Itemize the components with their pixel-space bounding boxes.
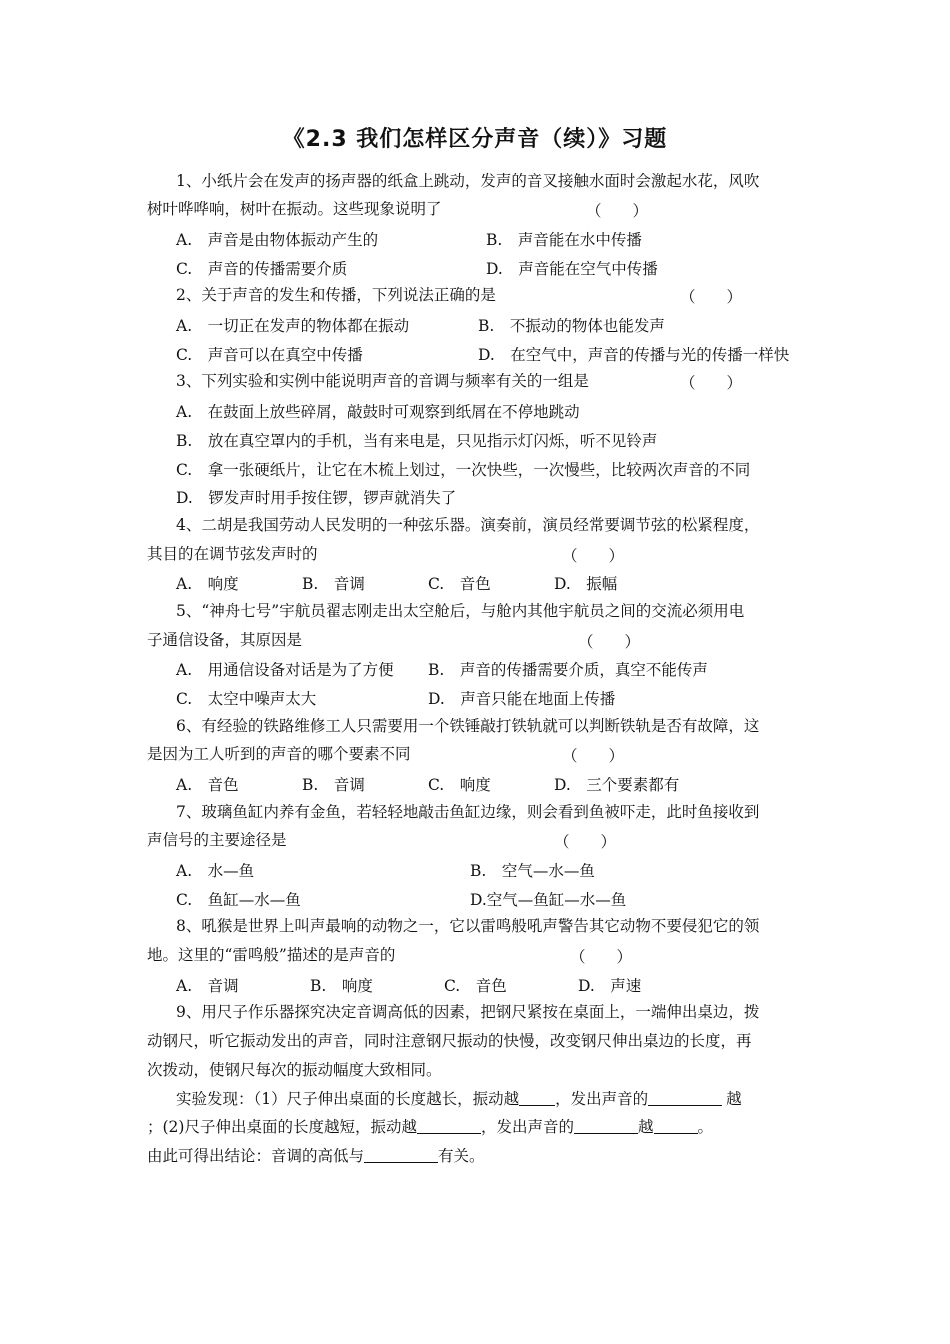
q7-option-d: D.空气—鱼缸—水—鱼 <box>470 891 627 909</box>
q5-answer-blank: （ ） <box>578 633 641 651</box>
q3-line-1: 3、下列实验和实例中能说明声音的音调与频率有关的一组是 <box>176 372 589 390</box>
q6-line-1: 6、有经验的铁路维修工人只需要用一个铁锤敲打铁轨就可以判断铁轨是否有故障，这 <box>176 717 760 735</box>
q4-answer-blank: （ ） <box>562 547 625 565</box>
q3-option-a: A. 在鼓面上放些碎屑，敲鼓时可观察到纸屑在不停地跳动 <box>176 403 580 421</box>
q8-option-c: C. 音色 <box>444 977 507 995</box>
q9-fill-1-text-c: 越 <box>726 1090 742 1108</box>
q6-line-2: 是因为工人听到的声音的哪个要素不同 <box>147 745 411 763</box>
q5-option-a: A. 用通信设备对话是为了方便 <box>176 661 394 679</box>
q1-line-1: 1、小纸片会在发声的扬声器的纸盒上跳动，发声的音叉接触水面时会激起水花，风吹 <box>176 172 760 190</box>
q9-blank-degree[interactable] <box>654 1117 698 1134</box>
q5-line-2: 子通信设备，其原因是 <box>147 631 303 649</box>
q7-line-2: 声信号的主要途径是 <box>147 831 287 849</box>
q9-line-2: 动钢尺，听它振动发出的声音，同时注意钢尺振动的快慢，改变钢尺伸出桌边的长度，再 <box>147 1032 752 1050</box>
q9-fill-1-text-a: 实验发现：（1）尺子伸出桌面的长度越长，振动越 <box>176 1090 520 1108</box>
q5-option-c: C. 太空中噪声太大 <box>176 690 317 708</box>
document-title: 《2.3 我们怎样区分声音（续）》习题 <box>282 127 668 152</box>
q2-option-a: A. 一切正在发声的物体都在振动 <box>176 317 410 335</box>
q7-line-1: 7、玻璃鱼缸内养有金鱼，若轻轻地敲击鱼缸边缘，则会看到鱼被吓走，此时鱼接收到 <box>176 803 760 821</box>
q6-option-b: B. 音调 <box>302 776 365 794</box>
q1-line-2: 树叶哗哗响，树叶在振动。这些现象说明了 <box>147 200 442 218</box>
q9-conclusion-text-a: 由此可得出结论：音调的高低与 <box>147 1147 365 1165</box>
q6-answer-blank: （ ） <box>562 747 625 765</box>
q8-option-b: B. 响度 <box>310 977 373 995</box>
q8-option-a: A. 音调 <box>176 977 239 995</box>
q9-blank-sound-property[interactable] <box>648 1089 722 1106</box>
q9-conclusion-line <box>147 1146 485 1168</box>
q7-option-b: B. 空气—水—鱼 <box>470 862 595 880</box>
q6-option-a: A. 音色 <box>176 776 239 794</box>
q3-answer-blank: （ ） <box>680 374 743 392</box>
q8-option-d: D. 声速 <box>578 977 642 995</box>
q9-fill-2-text-b: ，发出声音的 <box>480 1118 574 1136</box>
q6-option-d: D. 三个要素都有 <box>554 776 680 794</box>
q9-blank-sound-property-2[interactable] <box>574 1117 638 1134</box>
q1-option-a: A. 声音是由物体振动产生的 <box>176 231 379 249</box>
q3-option-d: D. 锣发声时用手按住锣，锣声就消失了 <box>176 489 457 507</box>
q9-line-3: 次拨动，使钢尺每次的振动幅度大致相同。 <box>147 1061 442 1079</box>
q6-option-c: C. 响度 <box>428 776 491 794</box>
q2-option-b: B. 不振动的物体也能发声 <box>478 317 665 335</box>
q5-option-d: D. 声音只能在地面上传播 <box>428 690 616 708</box>
q9-fill-2-text-c: 越 <box>637 1118 654 1136</box>
q1-option-b: B. 声音能在水中传播 <box>486 231 642 249</box>
q3-option-b: B. 放在真空罩内的手机，当有来电是，只见指示灯闪烁，听不见铃声 <box>176 432 658 450</box>
q2-line-1: 2、关于声音的发生和传播，下列说法正确的是 <box>176 286 496 304</box>
q7-option-c: C. 鱼缸—水—鱼 <box>176 891 301 909</box>
q8-line-2: 地。这里的“雷鸣般”描述的是声音的 <box>147 946 396 964</box>
q4-option-c: C. 音色 <box>428 575 491 593</box>
q8-answer-blank: （ ） <box>570 948 633 966</box>
q4-option-a: A. 响度 <box>176 575 239 593</box>
q9-fill-1-text-b: ，发出声音的 <box>555 1090 649 1108</box>
q3-option-c: C. 拿一张硬纸片，让它在木梳上划过，一次快些，一次慢些，比较两次声音的不同 <box>176 461 751 479</box>
q9-blank-vibration-speed[interactable] <box>519 1089 555 1106</box>
q9-blank-conclusion[interactable] <box>364 1146 438 1163</box>
q4-line-2: 其目的在调节弦发声时的 <box>147 545 318 563</box>
q2-option-d: D. 在空气中，声音的传播与光的传播一样快 <box>478 346 790 364</box>
q7-option-a: A. 水—鱼 <box>176 862 255 880</box>
q9-fill-line-2 <box>147 1117 713 1139</box>
q1-answer-blank: （ ） <box>586 202 649 220</box>
q9-conclusion-text-b: 有关。 <box>438 1147 485 1165</box>
q4-option-d: D. 振幅 <box>554 575 618 593</box>
q2-answer-blank: （ ） <box>680 288 743 306</box>
q4-option-b: B. 音调 <box>302 575 365 593</box>
q5-line-1: 5、“神舟七号”宇航员翟志刚走出太空舱后，与舱内其他宇航员之间的交流必须用电 <box>176 602 745 620</box>
q9-fill-2-text-d: 。 <box>697 1118 714 1136</box>
q9-blank-vibration-speed-2[interactable] <box>417 1117 481 1134</box>
q9-line-1: 9、用尺子作乐器探究决定音调高低的因素，把钢尺紧按在桌面上，一端伸出桌边，拨 <box>176 1003 760 1021</box>
q8-line-1: 8、吼猴是世界上叫声最响的动物之一，它以雷鸣般吼声警告其它动物不要侵犯它的领 <box>176 917 760 935</box>
q5-option-b: B. 声音的传播需要介质，真空不能传声 <box>428 661 708 679</box>
q9-fill-line-1 <box>176 1089 742 1111</box>
q1-option-c: C. 声音的传播需要介质 <box>176 260 348 278</box>
q1-option-d: D. 声音能在空气中传播 <box>486 260 658 278</box>
q2-option-c: C. 声音可以在真空中传播 <box>176 346 363 364</box>
q7-answer-blank: （ ） <box>554 833 617 851</box>
q4-line-1: 4、二胡是我国劳动人民发明的一种弦乐器。演奏前，演员经常要调节弦的松紧程度， <box>176 516 760 534</box>
q9-fill-2-text-a: ；(2)尺子伸出桌面的长度越短，振动越 <box>147 1118 417 1136</box>
